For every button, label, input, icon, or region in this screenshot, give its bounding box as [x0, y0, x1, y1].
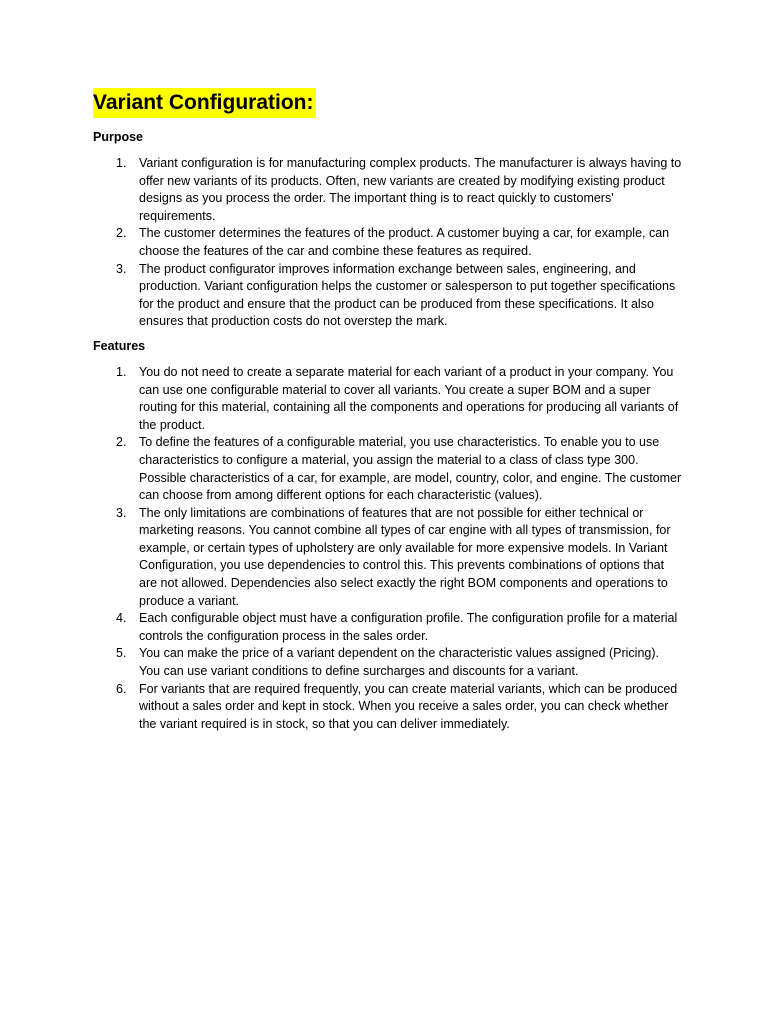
list-item — [116, 155, 683, 225]
list-item — [116, 681, 683, 734]
list-item-number: 3. — [116, 505, 127, 520]
list-item-text: The product configurator improves information exchange between sales, engineering, and production. Variant configuration helps the customer or salesperson to put together specifications for the product and ensure that the product can be produced from these specifications. It also ensures that production costs do not overstep the mark. — [139, 261, 676, 329]
list-item-text: You can make the price of a variant dependent on the characteristic values assigned (Pricing). You can use variant conditions to define surcharges and discounts for a variant. — [139, 646, 659, 679]
list-item — [116, 505, 683, 611]
list-item-number: 5. — [116, 646, 127, 661]
list-item-number: 4. — [116, 611, 127, 626]
list-item-text: The only limitations are combinations of features that are not possible for either technical or marketing reasons. You cannot combine all types of car engine with all types of transmission, for example, or certain types of upholstery are only available for more expensive models. In Variant Configuration, you use dependencies to control this. This prevents combinations of options that are not allowed. Dependencies also select exactly the right BOM components and operations to produce a variant. — [139, 505, 671, 608]
list-item-text: You do not need to create a separate material for each variant of a product in your company. You can use one configurable material to cover all variants. You create a super BOM and a super routing for this material, containing all the components and operations for producing all variants of the product. — [139, 364, 679, 432]
list-item-number: 2. — [116, 226, 127, 241]
section-heading-features: Features — [93, 338, 146, 353]
list-item-text: The customer determines the features of the product. A customer buying a car, for example, can choose the features of the car and combine these features as required. — [139, 226, 670, 258]
purpose-list — [93, 155, 683, 331]
list-item-text: Each configurable object must have a configuration profile. The configuration profile for a material controls the configuration process in the sales order. — [139, 611, 678, 643]
list-item — [116, 434, 683, 504]
page-title: Variant Configuration: — [93, 88, 316, 118]
list-item — [116, 610, 683, 645]
features-list — [93, 364, 683, 733]
list-item-number: 3. — [116, 261, 127, 276]
list-item — [116, 364, 683, 434]
document-content — [93, 88, 683, 733]
section-heading-purpose: Purpose — [93, 130, 144, 144]
list-item-number: 6. — [116, 681, 127, 696]
list-item — [116, 645, 683, 680]
list-item-text: Variant configuration is for manufacturing complex products. The manufacturer is always having to offer new variants of its products. Often, new variants are created by modifying existing product designs as you process the order. The important thing is to react quickly to customers' requirements. — [139, 156, 682, 223]
list-item — [116, 225, 683, 260]
list-item-number: 2. — [116, 435, 127, 450]
list-item-text: To define the features of a configurable material, you use characteristics. To enable you to use characteristics to configure a material, you assign the material to a class of class type 300. Possible characteristics of a car, for example, are model, country, color, and engine. The customer can choose from among different options for each characteristic (values). — [139, 435, 682, 503]
list-item-text: For variants that are required frequently, you can create material variants, which can be produced without a sales order and kept in stock. When you receive a sales order, you can check whether the variant required is in stock, so that you can deliver immediately. — [139, 681, 678, 731]
list-item-number: 1. — [116, 364, 127, 379]
list-item — [116, 261, 683, 331]
list-item-number: 1. — [116, 156, 127, 170]
